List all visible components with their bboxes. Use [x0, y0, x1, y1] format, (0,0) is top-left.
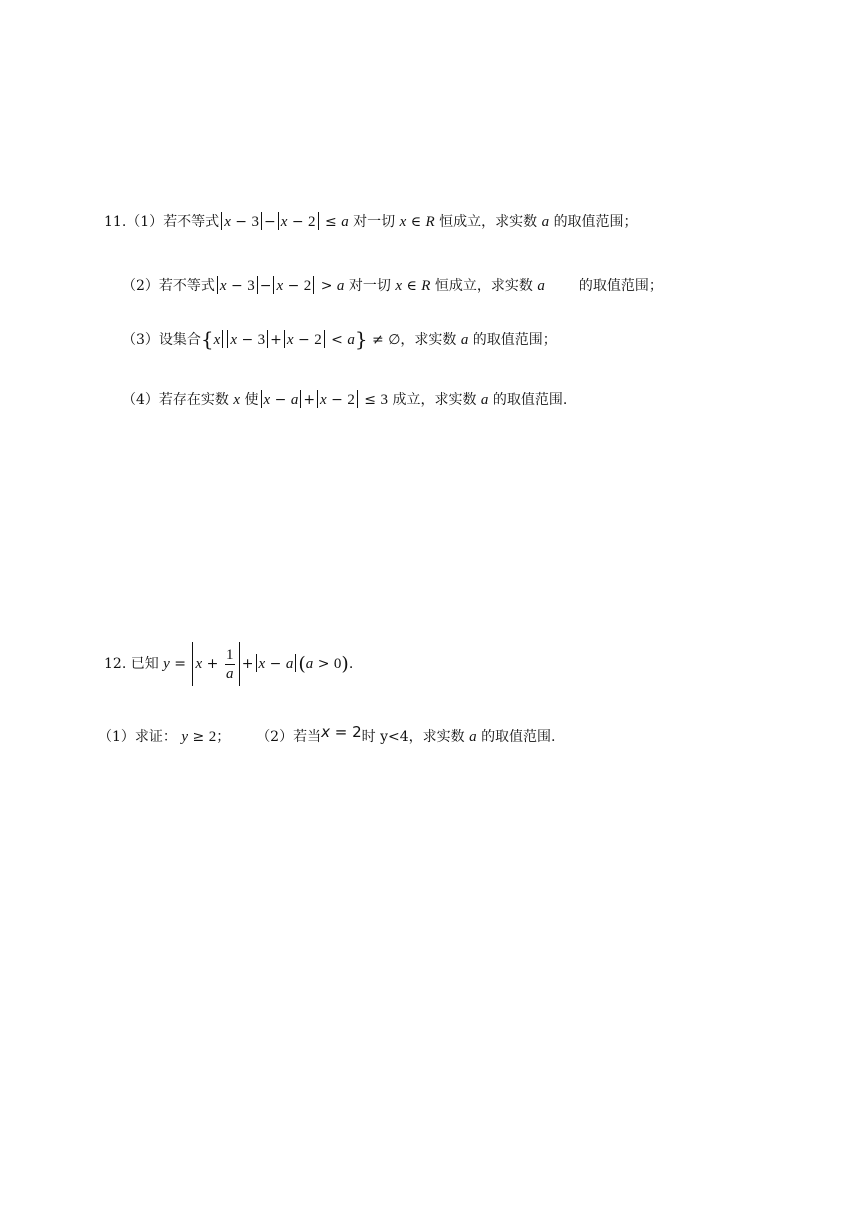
q12-p2-lead: 若当: [293, 729, 322, 745]
q11-part1: 11.（1）若不等式 x − 3 − x − 2 ≤ a 对一切 x ∈ R 恒成立，求实数 a 的取值范围；: [104, 214, 638, 230]
q12-p1-text: 求证：: [134, 729, 177, 745]
q11-p2-mid: 对一切: [348, 278, 391, 294]
q11-part3: （3）设集合{x x − 3 + x − 2 < a} ≠ ∅，求实数 a 的取值范围；: [122, 327, 557, 351]
q11-p4-mid: 使: [244, 392, 259, 408]
q11-p3-label: （3）: [122, 332, 159, 348]
q11-p2-lead: 若不等式: [158, 278, 215, 294]
q12-end: .: [348, 656, 354, 672]
q12-statement: 12. 已知 y = x + $\frac{1}{a}$ + x − a (a > 0).: [104, 640, 353, 688]
q11-p3-end: 的取值范围；: [472, 332, 557, 348]
q11-p4-tail: 成立，求实数: [392, 392, 477, 408]
q11-part2: （2）若不等式 x − 3 − x − 2 > a 对一切 x ∈ R 恒成立，求实数 a 的取值范围；: [122, 278, 663, 294]
q11-p2-tail: 恒成立，求实数: [434, 278, 533, 294]
q12-p2-label: （2）: [256, 729, 294, 745]
q12-lead: 已知: [130, 656, 159, 672]
q11-p4-lead: 若存在实数: [158, 392, 229, 408]
fraction-one-over-a: $\frac{1}{a}$: [226, 646, 234, 682]
q11-p3-tail: ，求实数: [400, 332, 457, 348]
q11-p1-tail: 恒成立，求实数: [439, 214, 538, 230]
q11-p1-end: 的取值范围；: [553, 214, 638, 230]
q12-parts: （1）求证： y ≥ 2； （2）若当x = 2时 y<4，求实数 a 的取值范围.: [98, 723, 556, 745]
q12-p1-label: （1）: [98, 729, 135, 745]
q12-p2-end: 的取值范围.: [481, 729, 556, 745]
q11-p2-end: 的取值范围；: [578, 278, 663, 294]
q11-number: 11.: [104, 214, 127, 230]
q12-p2-mid: 时 y<4，求实数: [361, 729, 465, 745]
q11-p4-label: （4）: [122, 392, 159, 408]
q11-p1-mid: 对一切: [353, 214, 396, 230]
q11-part4: （4）若存在实数 x 使 x − a + x − 2 ≤ 3 成立，求实数 a 的取值范围.: [122, 392, 568, 408]
q12-number: 12.: [104, 656, 127, 672]
q11-p1-lead: 若不等式: [163, 214, 220, 230]
q11-p4-end: 的取值范围.: [492, 392, 568, 408]
q11-p1-label: （1）: [126, 214, 164, 230]
q11-p2-label: （2）: [122, 278, 159, 294]
q11-p3-lead: 设集合: [158, 332, 201, 348]
